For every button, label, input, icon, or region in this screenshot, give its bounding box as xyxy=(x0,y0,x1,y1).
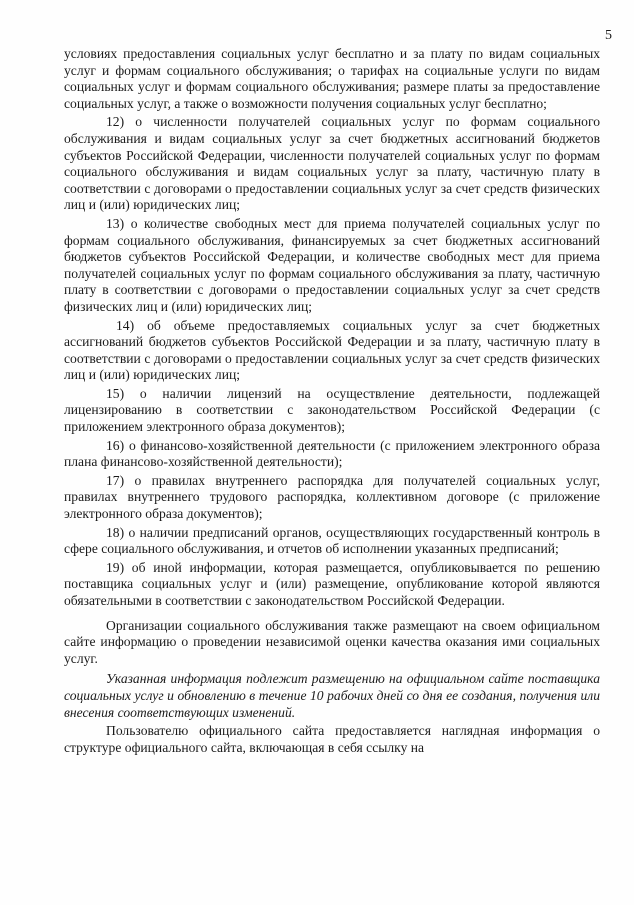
list-item-13: 13) о количестве свободных мест для приема получателей социальных услуг по формам социального обслуживания, финансируемых за счет бюджетных ассигнований бюджетов субъектов Российской Федерации, и количестве свободных мест для приема получателей социальных услуг по формам социального обслуживания за плату, частичную плату в соответствии с договорами о предоставлении социальных услуг за счет средств физических лиц и (или) юридических лиц; xyxy=(64,215,600,314)
list-item-18: 18) о наличии предписаний органов, осуществляющих государственный контроль в сфере социального обслуживания, и отчетов об исполнении указанных предписаний; xyxy=(64,524,600,557)
paragraph-update-requirement: Указанная информация подлежит размещению на официальном сайте поставщика социальных услуг и обновлению в течение 10 рабочих дней со дня ее создания, получения или внесения соответствующих изменений. xyxy=(64,671,600,720)
page-number: 5 xyxy=(605,28,612,43)
list-item-19: 19) об иной информации, которая размещается, опубликовывается по решению поставщика социальных услуг и (или) размещение, опубликование которой являются обязательными в соответствии с законодательством Российской Федерации. xyxy=(64,559,600,608)
paragraph-site-structure: Пользователю официального сайта предоставляется наглядная информация о структуре официального сайта, включающая в себя ссылку на xyxy=(64,723,600,755)
paragraph-independent-assessment: Организации социального обслуживания также размещают на своем официальном сайте информацию о проведении независимой оценки качества оказания ими социальных услуг. xyxy=(64,617,600,666)
list-item-12: 12) о численности получателей социальных услуг по формам социального обслуживания и видам социальных услуг за счет бюджетных ассигнований бюджетов субъектов Российской Федерации, численности получателей социальных услуг по формам социального обслуживания и видам социальных услуг за плату, частичную плату в соответствии с договорами о предоставлении социальных услуг за счет средств физических лиц и (или) юридических лиц; xyxy=(64,114,600,213)
list-item-15: 15) о наличии лицензий на осуществление деятельности, подлежащей лицензированию в соответствии с законодательством Российской Федерации (с приложением электронного образа документов); xyxy=(64,385,600,435)
list-item-17: 17) о правилах внутреннего распорядка для получателей социальных услуг, правилах внутреннего трудового распорядка, коллективном договоре (с приложение электронного образа документов); xyxy=(64,472,600,522)
list-item-14: 14) об объеме предоставляемых социальных услуг за счет бюджетных ассигнований бюджетов субъектов Российской Федерации и за плату, частичную плату в соответствии с договорами о предоставлении социальных услуг за счет средств физических лиц и (или) юридических лиц; xyxy=(64,317,600,383)
list-item-16: 16) о финансово-хозяйственной деятельности (с приложением электронного образа плана финансово-хозяйственной деятельности); xyxy=(64,437,600,470)
paragraph-continuation: условиях предоставления социальных услуг бесплатно и за плату по видам социальных услуг и формам социального обслуживания; о тарифах на социальные услуги по видам социальных услуг и формам социального обслуживания; размере платы за предоставление социальных услуг, а также о возможности получения социальных услуг бесплатно; xyxy=(64,46,600,111)
